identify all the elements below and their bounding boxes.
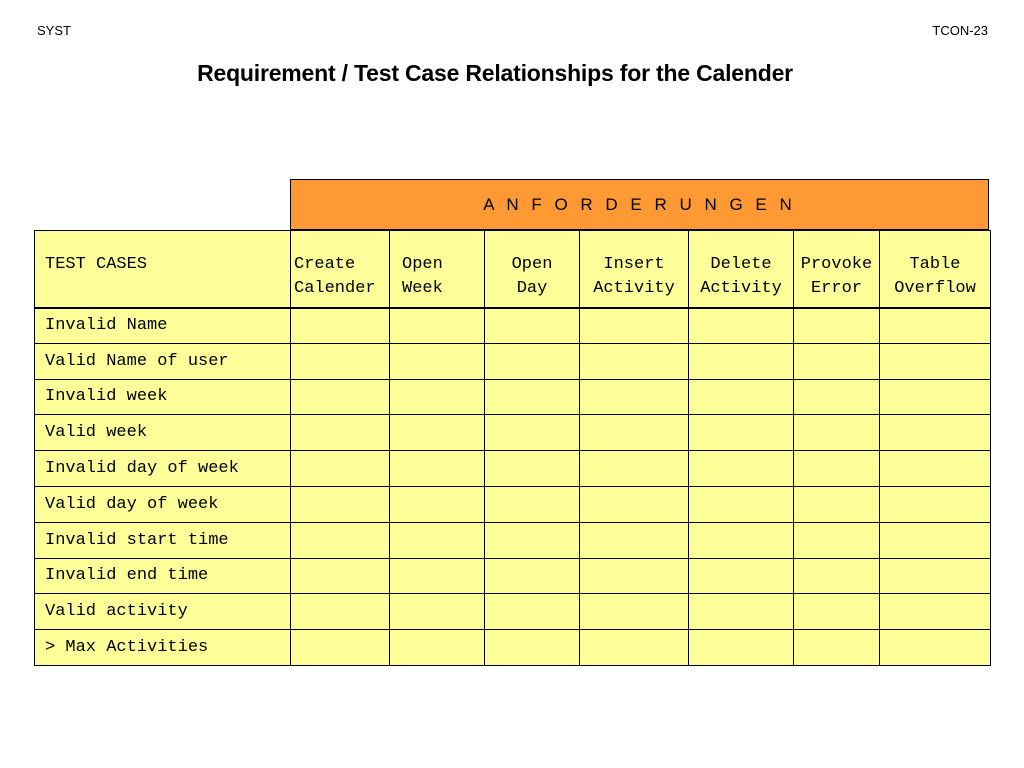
matrix-cell (689, 594, 794, 630)
matrix-cell (485, 308, 580, 344)
matrix-cell (794, 415, 880, 451)
column-header-create-calender: Create Calender (291, 231, 390, 308)
matrix-cell (485, 379, 580, 415)
slide-number: TCON-23 (932, 23, 988, 38)
header-row (35, 231, 991, 308)
table-row (35, 486, 991, 522)
matrix-cell (689, 415, 794, 451)
matrix-cell (880, 558, 991, 594)
matrix-cell (794, 486, 880, 522)
matrix-cell (580, 522, 689, 558)
matrix-cell (880, 308, 991, 344)
matrix-cell (485, 415, 580, 451)
matrix-cell (880, 486, 991, 522)
matrix-cell (794, 308, 880, 344)
matrix-cell (390, 308, 485, 344)
table-row (35, 630, 991, 666)
matrix-cell (880, 594, 991, 630)
test-case-label: Invalid week (35, 379, 291, 415)
matrix-cell (689, 486, 794, 522)
table-row (35, 343, 991, 379)
matrix-cell (485, 486, 580, 522)
table-row (35, 522, 991, 558)
matrix-cell (689, 522, 794, 558)
matrix-cell (390, 594, 485, 630)
column-header-provoke-error: Provoke Error (794, 231, 880, 308)
matrix-cell (291, 451, 390, 487)
matrix-cell (689, 343, 794, 379)
matrix-cell (880, 343, 991, 379)
test-case-label: > Max Activities (35, 630, 291, 666)
matrix-cell (390, 451, 485, 487)
matrix-cell (291, 415, 390, 451)
slide-label-left: SYST (37, 23, 71, 38)
matrix-cell (580, 451, 689, 487)
matrix-cell (880, 415, 991, 451)
matrix-cell (390, 522, 485, 558)
matrix-cell (794, 451, 880, 487)
matrix-cell (291, 522, 390, 558)
table-row (35, 558, 991, 594)
requirements-banner: A N F O R D E R U N G E N (290, 179, 989, 230)
matrix-cell (794, 379, 880, 415)
matrix-cell (880, 451, 991, 487)
matrix-cell (580, 415, 689, 451)
table-row (35, 415, 991, 451)
matrix-cell (580, 308, 689, 344)
matrix-cell (794, 522, 880, 558)
matrix-cell (794, 630, 880, 666)
requirements-matrix (34, 230, 991, 666)
matrix-cell (291, 630, 390, 666)
matrix-cell (291, 308, 390, 344)
matrix-cell (580, 343, 689, 379)
matrix-cell (390, 343, 485, 379)
table-row (35, 379, 991, 415)
matrix-cell (880, 379, 991, 415)
matrix-cell (390, 415, 485, 451)
column-header-table-overflow: Table Overflow (880, 231, 991, 308)
matrix-cell (794, 343, 880, 379)
matrix-cell (390, 558, 485, 594)
matrix-cell (880, 522, 991, 558)
matrix-cell (485, 558, 580, 594)
test-cases-header: TEST CASES (35, 231, 291, 308)
matrix-cell (689, 630, 794, 666)
matrix-cell (485, 594, 580, 630)
matrix-cell (390, 630, 485, 666)
test-case-label: Valid activity (35, 594, 291, 630)
matrix-cell (689, 558, 794, 594)
matrix-cell (689, 379, 794, 415)
matrix-body (35, 308, 991, 666)
matrix-cell (291, 558, 390, 594)
column-header-delete-activity: Delete Activity (689, 231, 794, 308)
test-case-label: Valid week (35, 415, 291, 451)
test-case-label: Invalid Name (35, 308, 291, 344)
matrix-cell (580, 379, 689, 415)
matrix-cell (794, 558, 880, 594)
table-row (35, 594, 991, 630)
table-row (35, 308, 991, 344)
matrix-cell (689, 308, 794, 344)
matrix-cell (580, 630, 689, 666)
test-case-label: Invalid start time (35, 522, 291, 558)
matrix-cell (485, 522, 580, 558)
matrix-cell (485, 630, 580, 666)
matrix-cell (689, 451, 794, 487)
matrix-cell (485, 451, 580, 487)
test-case-label: Invalid day of week (35, 451, 291, 487)
column-header-insert-activity: Insert Activity (580, 231, 689, 308)
matrix-cell (580, 486, 689, 522)
matrix-cell (485, 343, 580, 379)
matrix-cell (580, 594, 689, 630)
column-header-open-day: Open Day (485, 231, 580, 308)
matrix-cell (390, 486, 485, 522)
matrix-cell (291, 594, 390, 630)
test-case-label: Valid day of week (35, 486, 291, 522)
matrix-cell (580, 558, 689, 594)
matrix-cell (390, 379, 485, 415)
matrix-cell (291, 379, 390, 415)
matrix-cell (291, 343, 390, 379)
column-header-open-week: Open Week (390, 231, 485, 308)
test-case-label: Valid Name of user (35, 343, 291, 379)
matrix-cell (794, 594, 880, 630)
table-row (35, 451, 991, 487)
matrix-cell (291, 486, 390, 522)
page-title: Requirement / Test Case Relationships for the Calender (197, 60, 793, 86)
matrix-cell (880, 630, 991, 666)
test-case-label: Invalid end time (35, 558, 291, 594)
